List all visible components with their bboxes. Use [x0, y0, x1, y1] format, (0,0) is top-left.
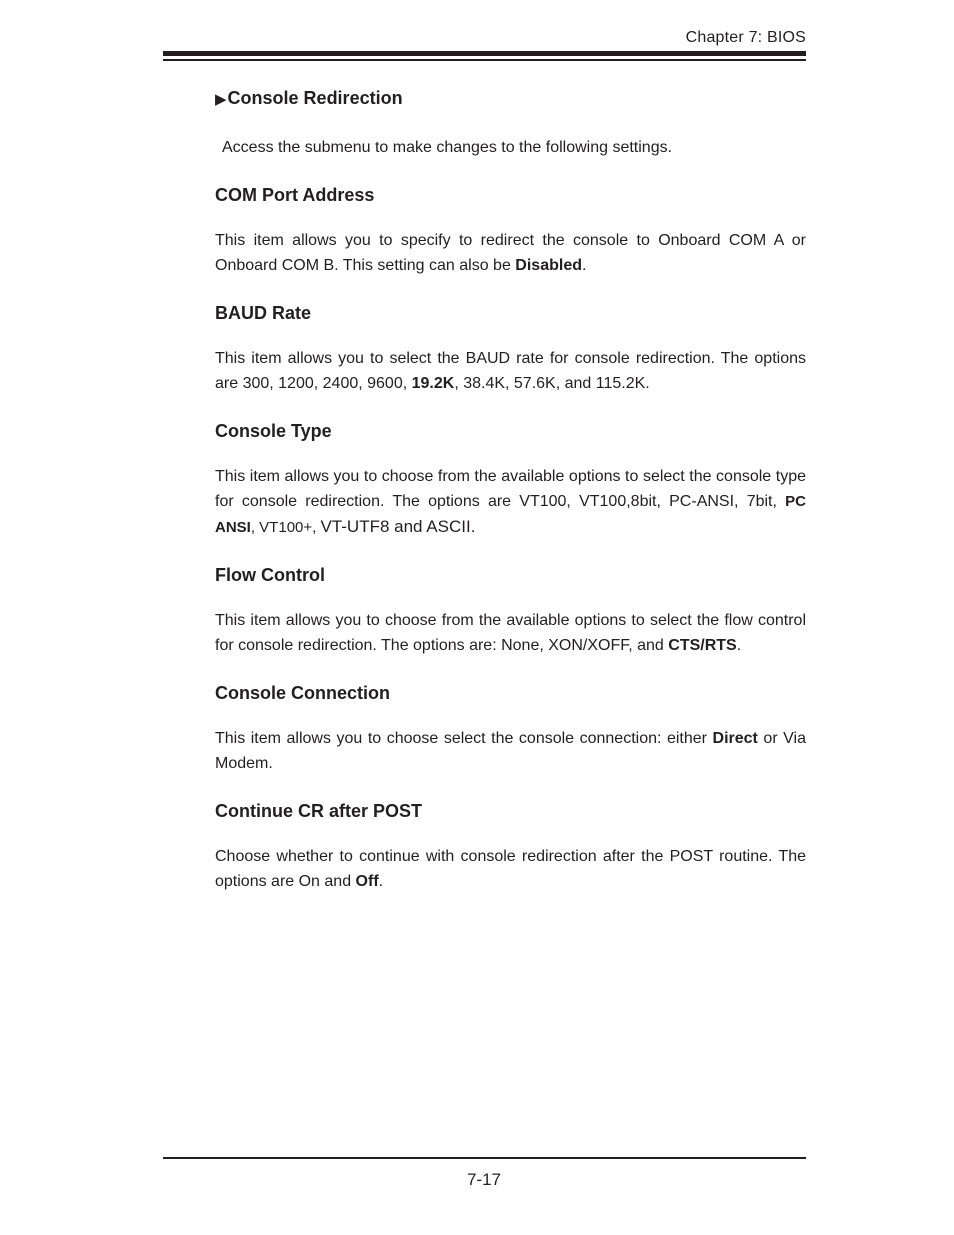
flow-control-text — [215, 608, 806, 658]
section-heading-com-port: COM Port Address — [215, 185, 375, 205]
section-heading-baud-rate: BAUD Rate — [215, 303, 312, 323]
bold-default-value: Direct — [712, 730, 758, 747]
section-heading-console-type: Console Type — [215, 421, 332, 441]
section-heading-console-connection: Console Connection — [215, 683, 390, 703]
text-run: This item allows you to choose select the console connection: either — [215, 730, 713, 747]
console-connection-text — [215, 726, 806, 776]
continue-cr-text — [215, 844, 806, 894]
text-run: . — [581, 257, 587, 274]
heading-text: Console Redirection — [227, 88, 403, 108]
chapter-header: Chapter 7: BIOS — [685, 29, 806, 46]
section-heading-flow-control: Flow Control — [215, 565, 325, 585]
text-run: Choose whether to continue with console redirection after the POST routine. The options are On and — [215, 848, 806, 890]
text-run: . — [378, 873, 384, 890]
header-rule-thin — [163, 59, 806, 61]
header-rule-thick — [163, 51, 806, 56]
text-run: or Via Modem. — [215, 730, 807, 772]
page-number: 7-17 — [466, 1170, 502, 1189]
bold-default-value: Off — [355, 873, 379, 890]
section-heading-continue-cr: Continue CR after POST — [215, 801, 423, 821]
baud-rate-text — [215, 346, 806, 396]
console-redirection-text: Access the submenu to make changes to the following settings. — [222, 139, 673, 156]
com-port-text — [215, 228, 806, 278]
text-run: , 38.4K, 57.6K, and 115.2K. — [454, 375, 650, 392]
bold-default-value: PC ANSI — [215, 493, 806, 536]
footer-rule — [163, 1157, 806, 1159]
console-type-text — [215, 464, 806, 540]
triangle-right-icon: ▶ — [215, 91, 227, 108]
bold-default-value: CTS/RTS — [668, 637, 737, 654]
text-run: This item allows you to choose from the available options to select the flow control for console redirection. The options are: None, XON/XOFF, and — [215, 612, 806, 654]
text-run: This item allows you to specify to redirect the console to Onboard COM A or Onboard COM B. This setting can also be — [215, 232, 806, 274]
text-run: VT-UTF8 and ASCII. — [320, 517, 476, 536]
section-heading-console-redirection — [215, 86, 806, 112]
page-content — [215, 86, 806, 894]
text-run: This item allows you to choose from the available options to select the console type for console redirection. The options are VT100, VT100,8bit, PC-ANSI, 7bit, — [215, 468, 806, 510]
text-run: . — [736, 637, 742, 654]
text-run: , VT100+, — [250, 519, 321, 536]
text-run: This item allows you to select the BAUD rate for console redirection. The options are 300, 1200, 2400, 9600, — [215, 350, 806, 392]
bold-default-value: Disabled — [515, 257, 582, 274]
bold-default-value: 19.2K — [411, 375, 455, 392]
